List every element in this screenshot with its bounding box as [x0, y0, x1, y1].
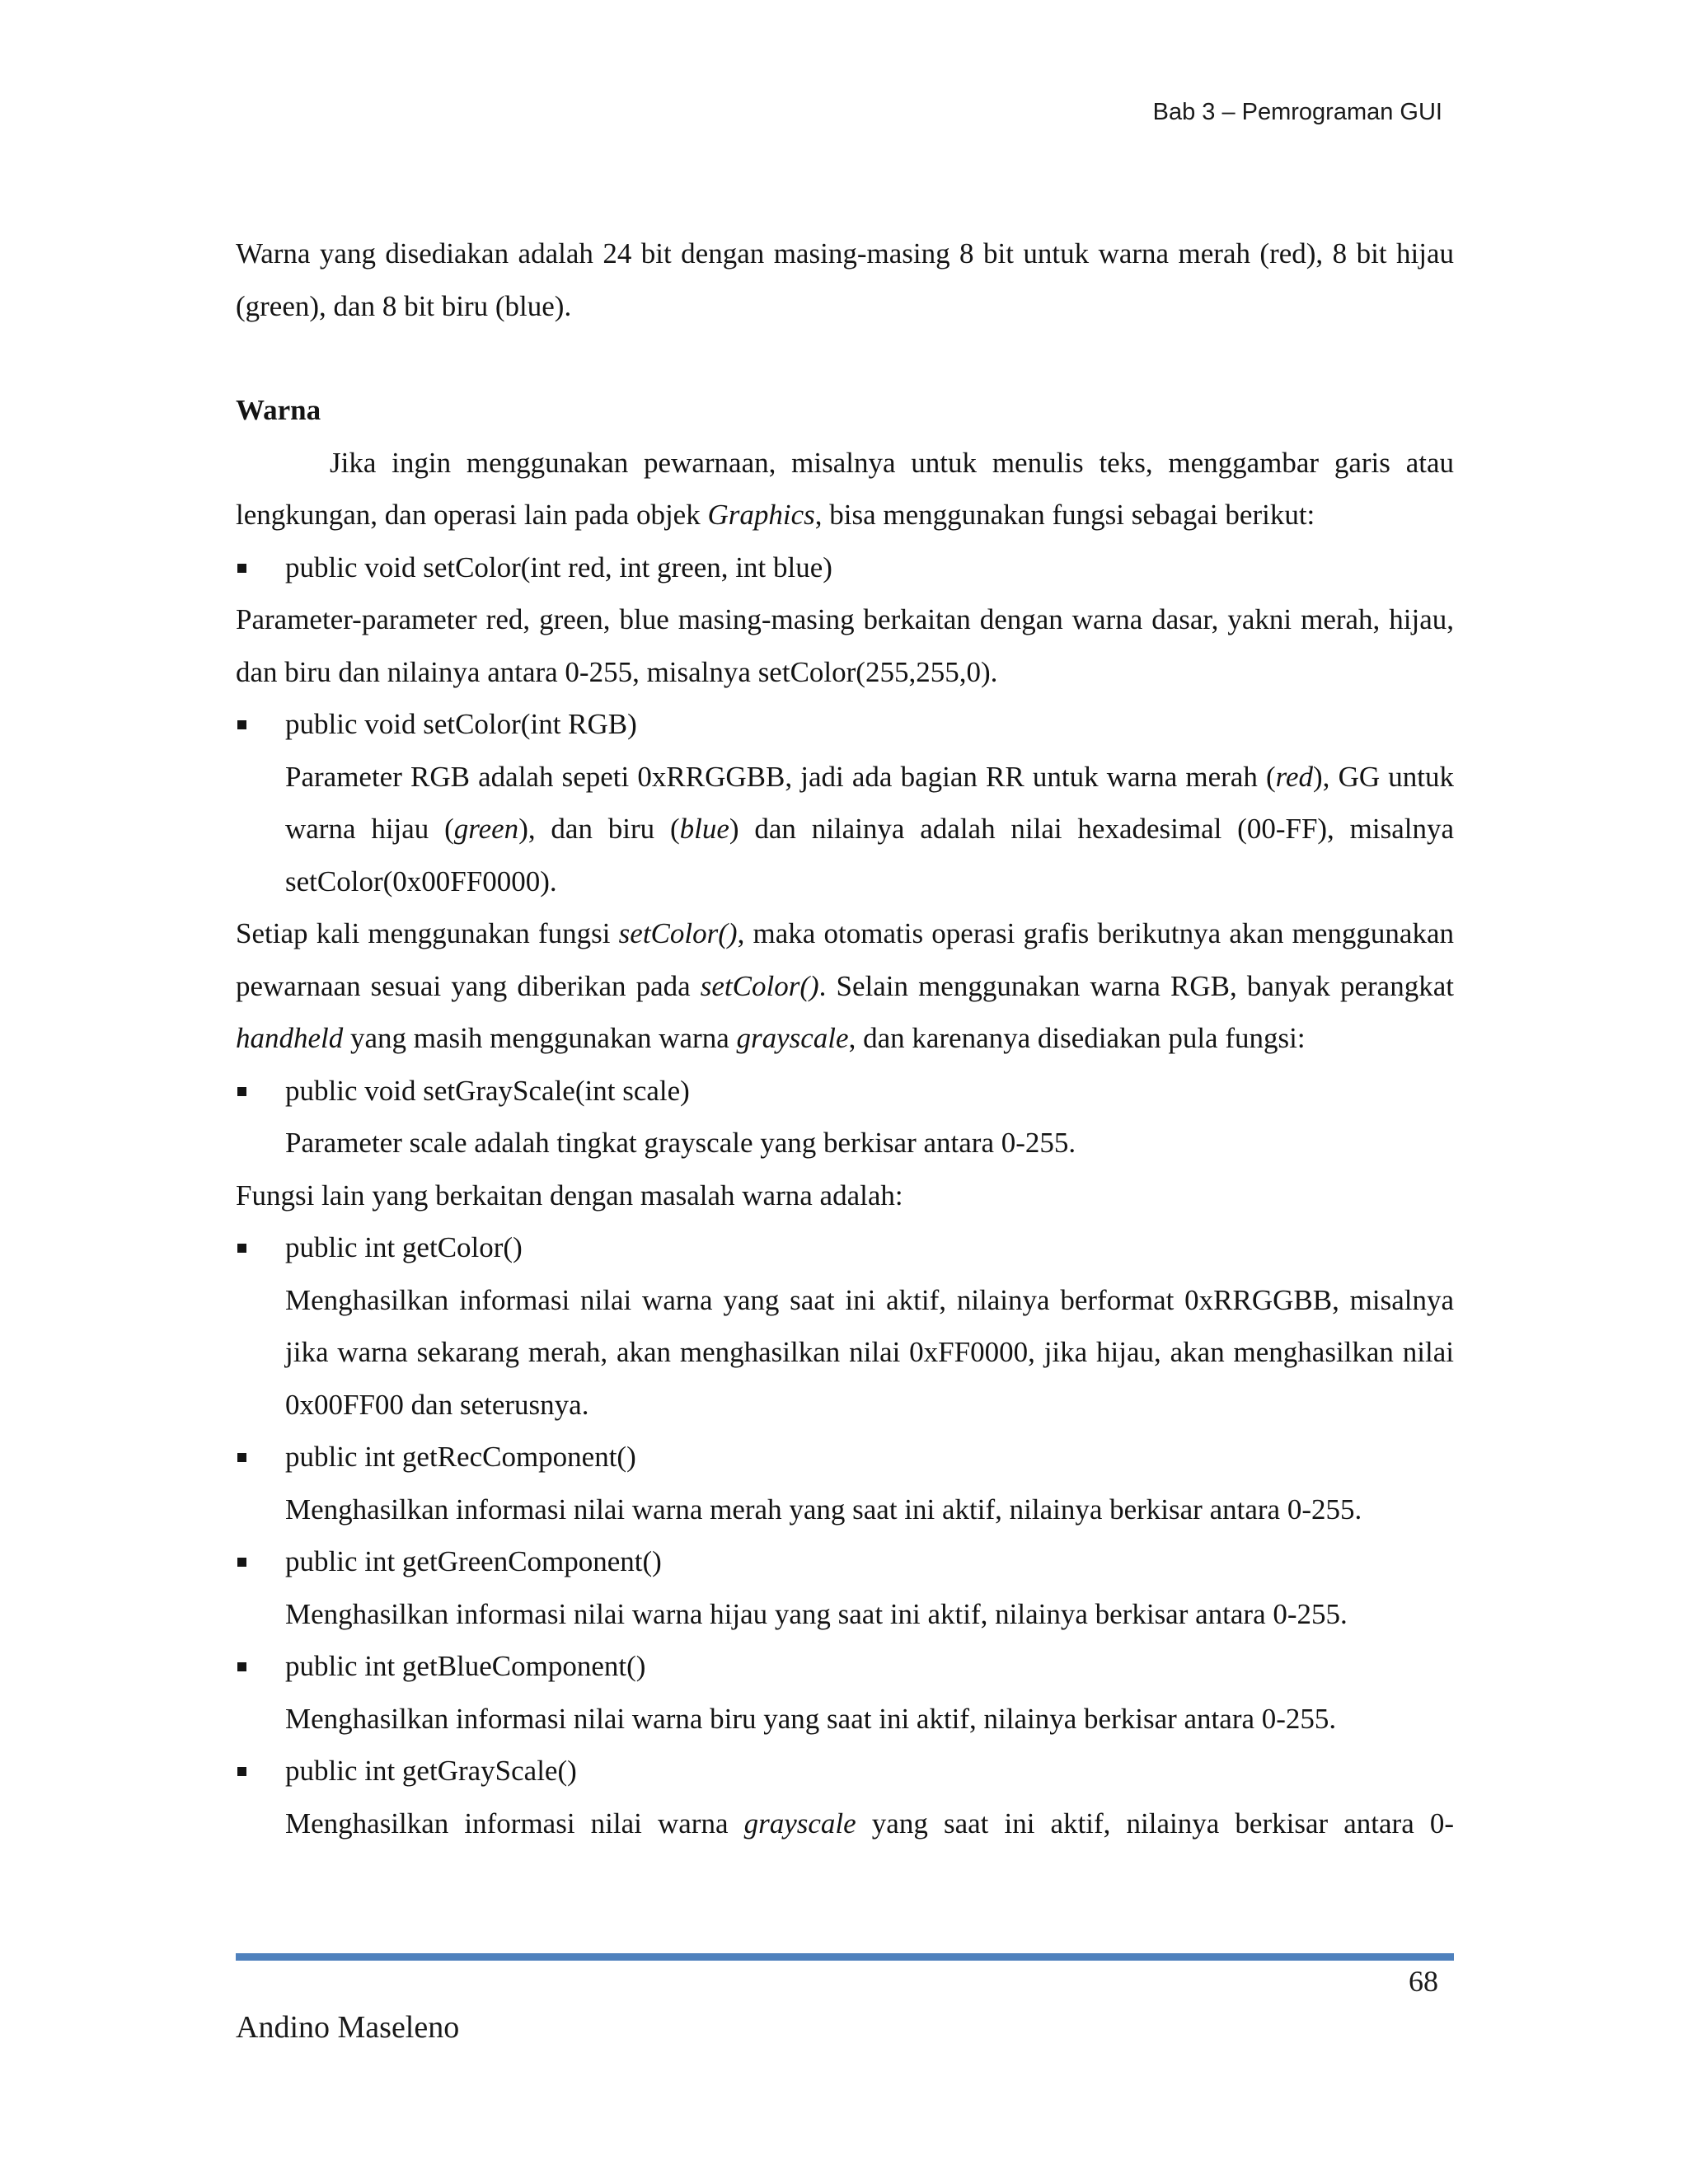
paragraph-other-functions: Fungsi lain yang berkaitan dengan masalah warna adalah: — [236, 1179, 903, 1212]
paragraph-graphics: Jika ingin menggunakan pewarnaan, misalnya untuk menulis teks, menggambar garis atau lengkungan, dan operasi lain pada objek Graphics, bisa menggunakan fungsi sebagai berikut: — [236, 446, 1454, 531]
list-item-description: Parameter scale adalah tingkat grayscale yang berkisar antara 0-255. — [285, 1127, 1076, 1159]
author-name: Andino Maseleno — [236, 2010, 460, 2045]
list-item-description: Menghasilkan informasi nilai warna yang saat ini aktif, nilainya berformat 0xRRGGBB, misalnya jika warna sekarang merah, akan menghasilkan nilai 0xFF0000, jika hijau, akan menghasilkan nilai 0x00FF00 dan seterusnya. — [285, 1283, 1454, 1421]
page-number: 68 — [1409, 1965, 1438, 1998]
paragraph-setcolor: Setiap kali menggunakan fungsi setColor(), maka otomatis operasi grafis berikutnya akan menggunakan pewarnaan sesuai yang diberikan pada setColor(). Selain menggunakan warna RGB, banyak perangkat handheld yang masih menggunakan warna grayscale, dan karenanya disediakan pula fungsi: — [236, 917, 1454, 1054]
list-item-description: Menghasilkan informasi nilai warna hijau yang saat ini aktif, nilainya berkisar antara 0-255. — [285, 1597, 1348, 1630]
bullet-icon — [237, 1662, 246, 1671]
list-item-description: Parameter RGB adalah sepeti 0xRRGGBB, jadi ada bagian RR untuk warna merah (red), GG untuk warna hijau (green), dan biru (blue) dan nilainya adalah nilai hexadesimal (00-FF), misalnya setColor(0x00FF0000). — [285, 760, 1454, 898]
footer-rule — [236, 1953, 1454, 1961]
bullet-icon — [237, 1087, 246, 1096]
bullet-icon — [237, 1453, 246, 1462]
bullet-icon — [237, 564, 246, 573]
list-item: public void setColor(int RGB) — [236, 698, 1454, 751]
list-item: public void setGrayScale(int scale) — [236, 1065, 1454, 1118]
bullet-icon — [237, 1244, 246, 1253]
list-item-description: Menghasilkan informasi nilai warna merah yang saat ini aktif, nilainya berkisar antara 0-255. — [285, 1493, 1362, 1526]
list-item: public int getColor() — [236, 1221, 1454, 1274]
paragraph-parameters: Parameter-parameter red, green, blue masing-masing berkaitan dengan warna dasar, yakni merah, hijau, dan biru dan nilainya antara 0-255, misalnya setColor(255,255,0). — [236, 603, 1454, 688]
list-item: public int getGreenComponent() — [236, 1535, 1454, 1588]
list-item: public int getGrayScale() — [236, 1745, 1454, 1797]
running-header: Bab 3 – Pemrograman GUI — [1152, 99, 1442, 125]
list-item: public void setColor(int red, int green, int blue) — [236, 541, 1454, 594]
intro-paragraph: Warna yang disediakan adalah 24 bit dengan masing-masing 8 bit untuk warna merah (red), 8 bit hijau (green), dan 8 bit biru (blue). — [236, 237, 1454, 322]
bullet-icon — [237, 720, 246, 729]
page-body — [236, 227, 1454, 1849]
bullet-icon — [237, 1558, 246, 1567]
bullet-icon — [237, 1767, 246, 1776]
list-item: public int getBlueComponent() — [236, 1640, 1454, 1693]
section-heading: Warna — [236, 394, 321, 426]
list-item-description: Menghasilkan informasi nilai warna biru yang saat ini aktif, nilainya berkisar antara 0-255. — [285, 1702, 1337, 1735]
list-item-description: Menghasilkan informasi nilai warna grayscale yang saat ini aktif, nilainya berkisar antara 0- — [285, 1807, 1455, 1840]
list-item: public int getRecComponent() — [236, 1431, 1454, 1483]
